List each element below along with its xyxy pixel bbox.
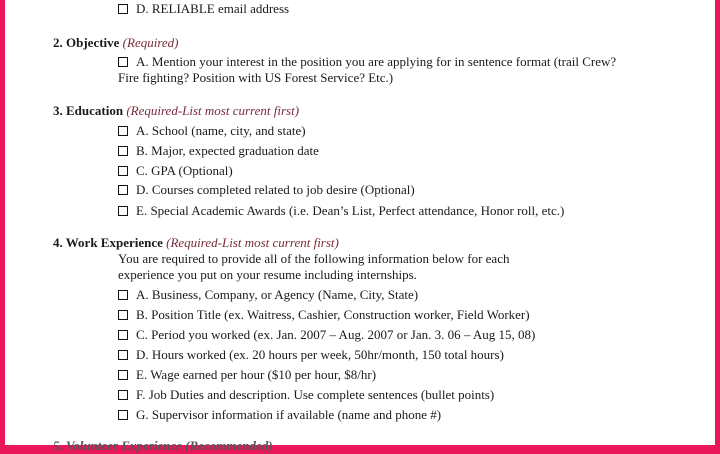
- checkbox-icon[interactable]: [118, 350, 128, 360]
- checkbox-icon[interactable]: [118, 290, 128, 300]
- document-page: [5, 0, 715, 453]
- work-intro-line: You are required to provide all of the following information below for each: [118, 251, 510, 266]
- checkbox-item: D. Courses completed related to job desire (Optional): [118, 182, 415, 198]
- checkbox-item: A. Business, Company, or Agency (Name, City, State): [118, 287, 418, 303]
- checkbox-icon[interactable]: [118, 57, 128, 67]
- checkbox-icon[interactable]: [118, 390, 128, 400]
- checkbox-item: G. Supervisor information if available (name and phone #): [118, 407, 441, 423]
- checkbox-item: C. Period you worked (ex. Jan. 2007 – Aug. 2007 or Jan. 3. 06 – Aug 15, 08): [118, 327, 535, 343]
- checkbox-icon[interactable]: [118, 410, 128, 420]
- checkbox-icon[interactable]: [118, 146, 128, 156]
- checkbox-icon[interactable]: [118, 126, 128, 136]
- checkbox-icon[interactable]: [118, 370, 128, 380]
- work-intro-line: experience you put on your resume including internships.: [118, 267, 417, 282]
- section-heading-education: 3. Education (Required-List most current first): [53, 103, 300, 118]
- checkbox-item: F. Job Duties and description. Use complete sentences (bullet points): [118, 387, 494, 403]
- checkbox-item: B. Major, expected graduation date: [118, 143, 319, 159]
- checkbox-item: D. Hours worked (ex. 20 hours per week, 50hr/month, 150 total hours): [118, 347, 504, 363]
- checkbox-icon[interactable]: [118, 166, 128, 176]
- checkbox-icon[interactable]: [118, 206, 128, 216]
- checkbox-icon[interactable]: [118, 4, 128, 14]
- checkbox-icon[interactable]: [118, 310, 128, 320]
- checkbox-item: C. GPA (Optional): [118, 163, 233, 179]
- checkbox-item: E. Special Academic Awards (i.e. Dean’s List, Perfect attendance, Honor roll, etc.): [118, 203, 564, 219]
- cut-off-heading: 5. Volunteer Experience (Recommended): [53, 438, 273, 453]
- checkbox-icon[interactable]: [118, 330, 128, 340]
- section-heading-objective: 2. Objective (Required): [53, 35, 179, 50]
- checkbox-item: D. RELIABLE email address: [118, 1, 289, 17]
- item-continuation: Fire fighting? Position with US Forest Service? Etc.): [118, 70, 394, 85]
- checkbox-item: E. Wage earned per hour ($10 per hour, $8/hr): [118, 367, 376, 383]
- section-heading-work-experience: 4. Work Experience (Required-List most current first): [53, 235, 339, 250]
- checkbox-item: A. Mention your interest in the position you are applying for in sentence format (trail Crew?: [118, 54, 616, 70]
- checkbox-item: B. Position Title (ex. Waitress, Cashier, Construction worker, Field Worker): [118, 307, 530, 323]
- checkbox-icon[interactable]: [118, 185, 128, 195]
- checkbox-item: A. School (name, city, and state): [118, 123, 306, 139]
